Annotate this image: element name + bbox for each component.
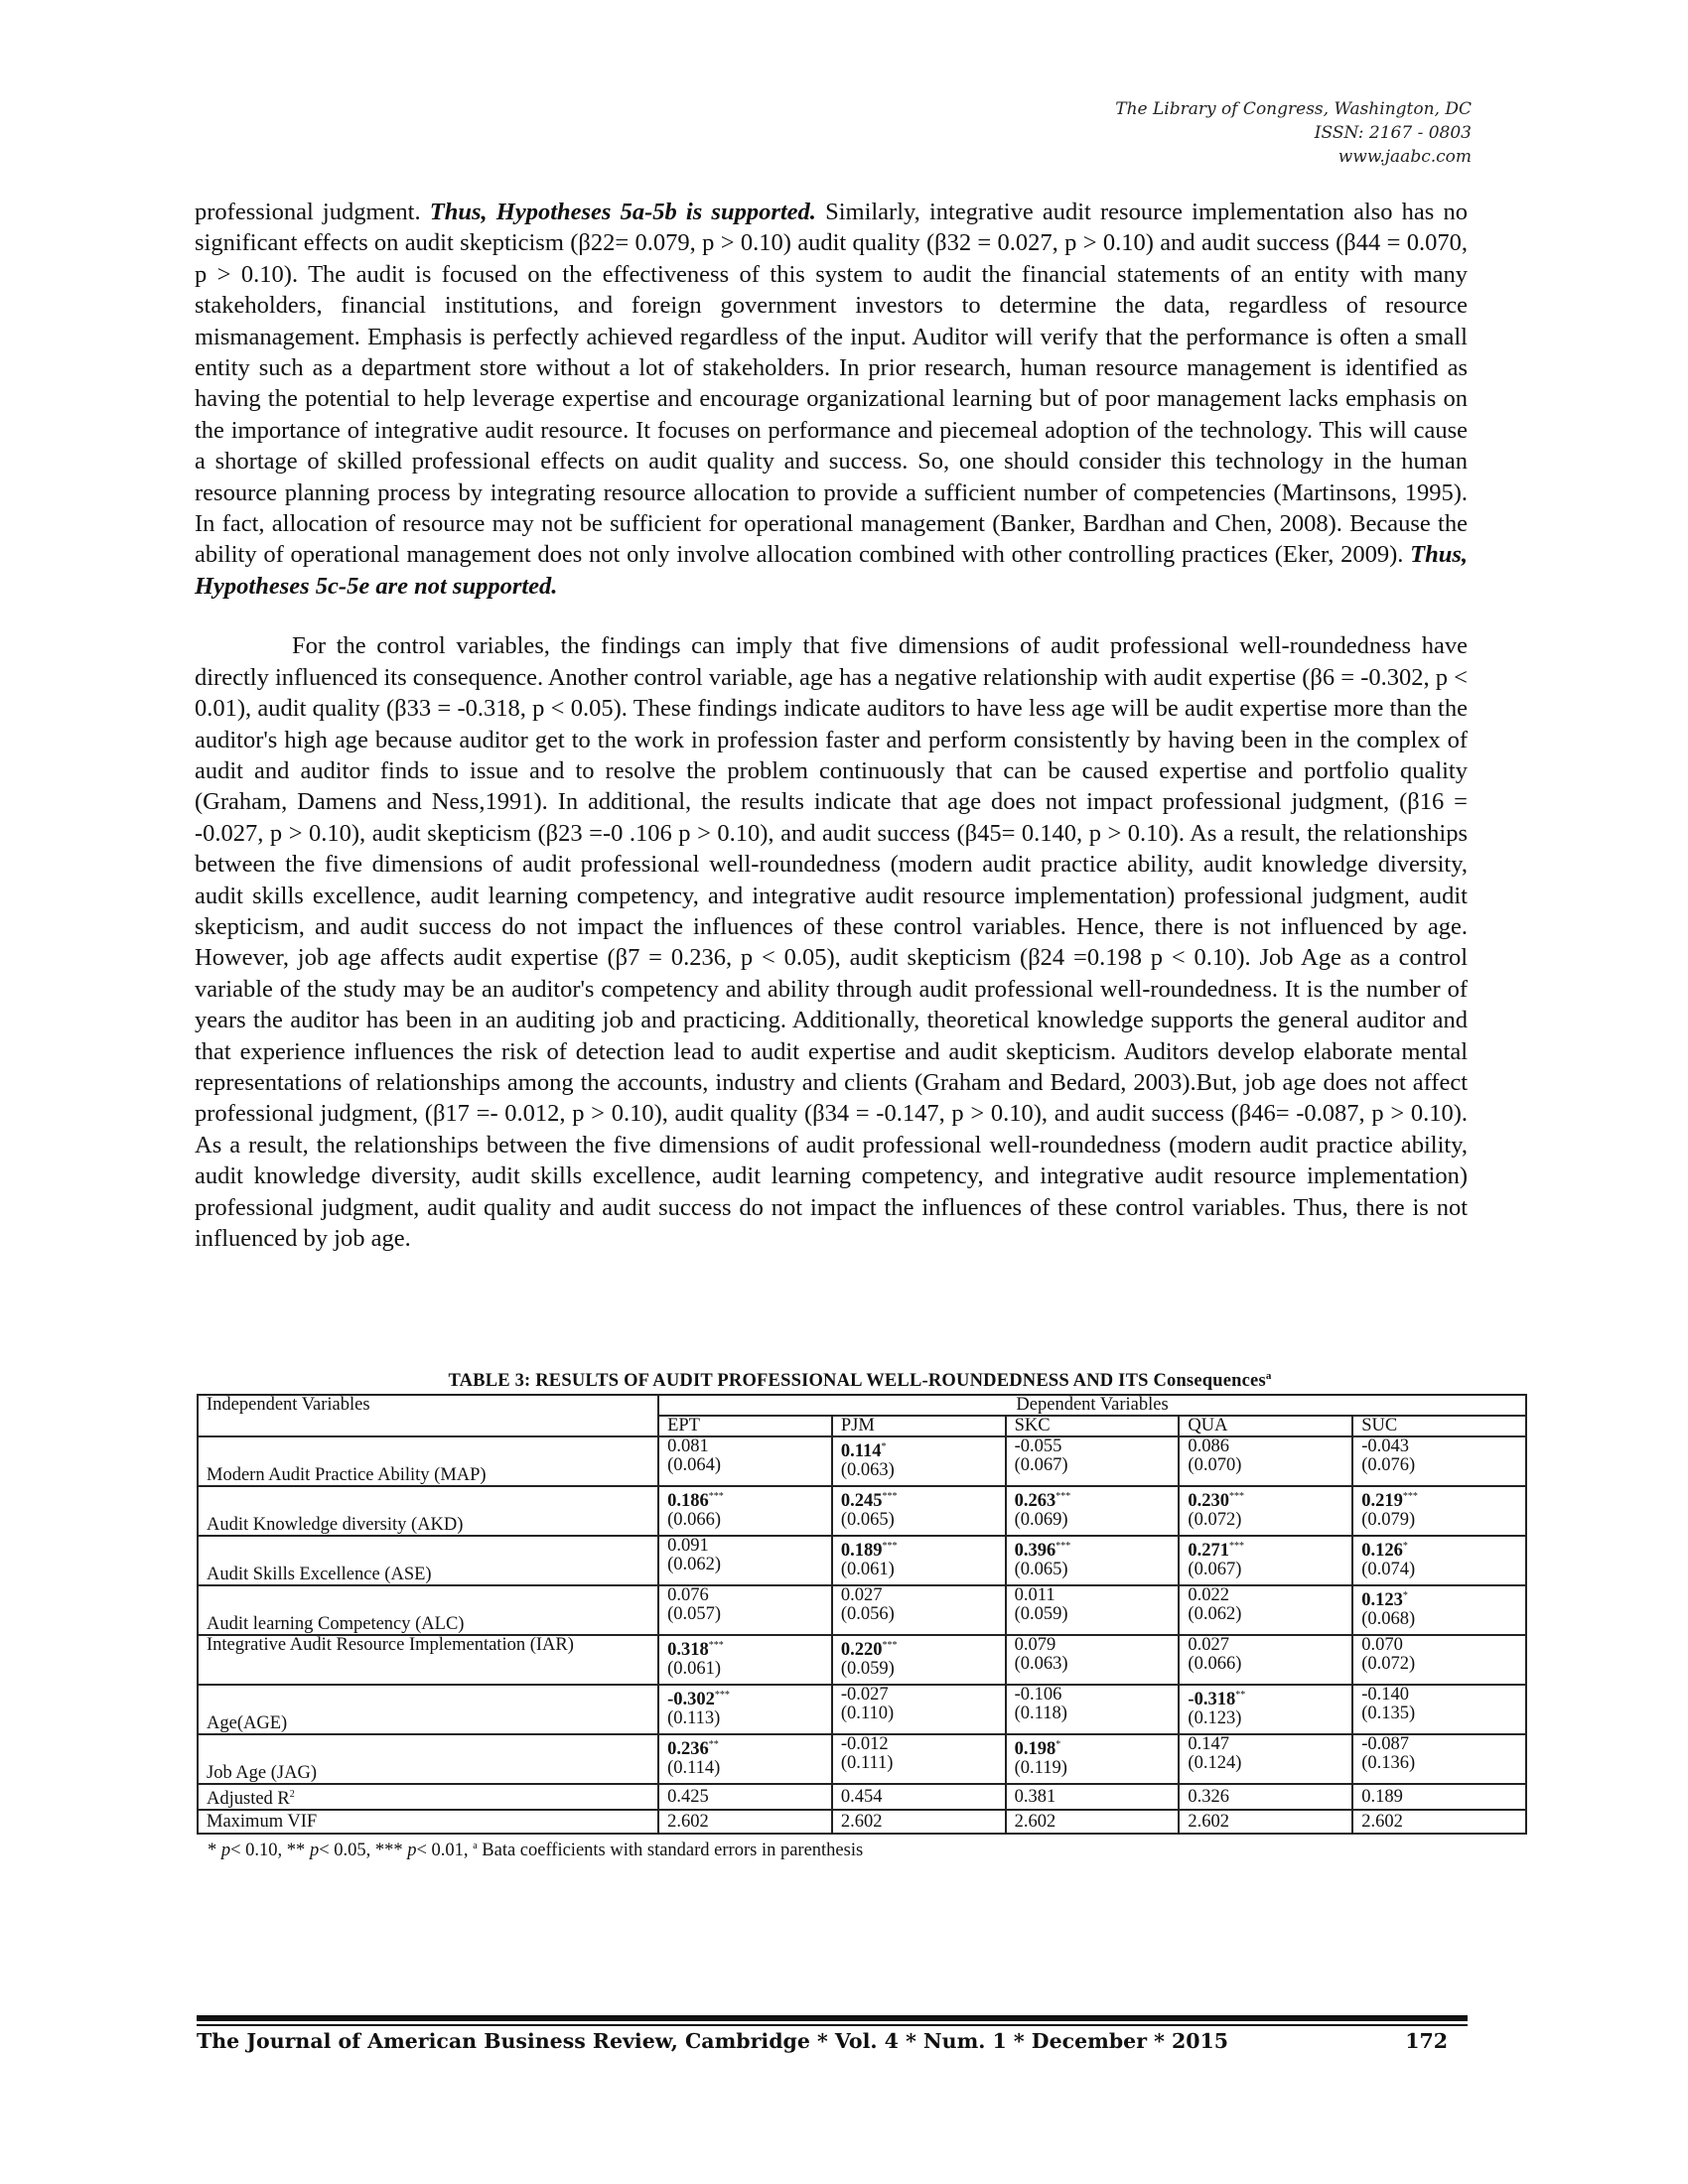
table-row (198, 1486, 1526, 1536)
adjusted-r2-value: 0.425 (658, 1784, 832, 1810)
coefficient-value: 0.027 (1188, 1635, 1230, 1655)
significance-stars: *** (708, 1491, 724, 1502)
coefficient-value: 0.318 (667, 1640, 709, 1661)
coefficient-value: 0.219 (1361, 1491, 1403, 1512)
coefficient-cell (1179, 1436, 1352, 1486)
standard-error: (0.076) (1361, 1455, 1416, 1475)
coefficient-cell (1006, 1436, 1180, 1486)
coefficient-line (1188, 1487, 1343, 1511)
row-label: Job Age (JAG) (198, 1734, 658, 1784)
coefficient-line (1188, 1636, 1343, 1655)
coefficient-value: 0.086 (1188, 1436, 1230, 1456)
row-label: Modern Audit Practice Ability (MAP) (198, 1436, 658, 1486)
standard-error: (0.114) (667, 1758, 721, 1779)
header-url: www.jaabc.com (1337, 147, 1472, 167)
standard-error: (0.062) (667, 1555, 722, 1574)
significance-stars: *** (1229, 1491, 1245, 1502)
coefficient-value: 0.081 (667, 1436, 709, 1456)
coefficient-cell (658, 1734, 832, 1784)
running-header (1115, 97, 1472, 169)
standard-error: (0.072) (1361, 1654, 1416, 1674)
coefficient-line (1188, 1586, 1343, 1605)
table-note-part: p (220, 1841, 231, 1861)
coefficient-line (1015, 1735, 1171, 1759)
footer-rule-thick (197, 2015, 1468, 2021)
table-title (195, 1370, 1525, 1392)
coefficient-value: 0.011 (1014, 1585, 1055, 1605)
coefficient-cell (1352, 1734, 1526, 1784)
standard-error: (0.113) (667, 1708, 721, 1729)
coefficient-cell (1352, 1585, 1526, 1635)
paragraph-1-c: Similarly, integrative audit resource implementation also has no significant effects on audit skepticism (β22= 0.079, p > 0.10) audit quality (β32 = 0.027, p > 0.10) and audit success (β44 = 0.070, p > 0.10). The audit is focused on the effectiveness of this system to audit the financial statements of an entity with many stakeholders, financial institutions, and foreign government investors to determine the data, regardless of resource mismanagement. Emphasis is perfectly achieved regardless of the input. Auditor will verify that the performance is often a small entity such as a department store without a lot of stakeholders. In prior research, human resource management is identified as having the potential to help leverage expertise and encourage organizational learning but of poor management lacks emphasis on the importance of integrative audit resource. It focuses on performance and piecemeal adoption of the technology. This will cause a shortage of skilled professional effects on audit quality and success. So, one should consider this technology in the human resource planning process by integrating resource allocation to provide a sufficient number of competencies (Martinsons, 1995). In fact, allocation of resource may not be sufficient for operational management (Banker, Bardhan and Chen, 2008). Because the ability of operational management does not only involve allocation combined with other controlling practices (Eker, 2009). (195, 199, 1468, 569)
standard-error: (0.068) (1361, 1609, 1416, 1630)
standard-error: (0.063) (1014, 1654, 1068, 1674)
coefficient-cell (832, 1635, 1006, 1685)
table-header-row (198, 1395, 1526, 1416)
coefficient-line (1188, 1537, 1343, 1561)
coefficient-line (841, 1636, 997, 1660)
coefficient-value: -0.043 (1361, 1436, 1409, 1456)
column-header: SUC (1352, 1416, 1526, 1436)
significance-stars: *** (882, 1640, 898, 1651)
standard-error: (0.065) (840, 1510, 895, 1531)
coefficient-line (841, 1586, 997, 1605)
coefficient-value: 0.070 (1361, 1635, 1403, 1655)
coefficient-cell (1179, 1585, 1352, 1635)
column-header: PJM (832, 1416, 1006, 1436)
max-vif-label: Maximum VIF (198, 1810, 658, 1834)
max-vif-value: 2.602 (1179, 1810, 1352, 1834)
coefficient-line (1188, 1735, 1343, 1754)
coefficient-value: 0.091 (667, 1536, 709, 1556)
coefficient-line (1361, 1735, 1517, 1754)
standard-error: (0.063) (840, 1460, 895, 1481)
coefficient-cell (658, 1486, 832, 1536)
standard-error: (0.066) (667, 1510, 722, 1531)
coefficient-cell (1352, 1536, 1526, 1585)
coefficient-value: -0.302 (667, 1690, 715, 1710)
table-row (198, 1436, 1526, 1486)
coefficient-cell (1006, 1635, 1180, 1685)
coefficient-cell (1179, 1734, 1352, 1784)
coefficient-line (667, 1487, 823, 1511)
coefficient-value: 0.147 (1188, 1734, 1230, 1754)
table-note-part: < 0.10, ** (230, 1841, 310, 1861)
coefficient-value: 0.189 (840, 1541, 883, 1562)
max-vif-value: 2.602 (1006, 1810, 1180, 1834)
dependent-variables-header: Dependent Variables (658, 1395, 1526, 1416)
max-vif-row (198, 1810, 1526, 1834)
coefficient-line (841, 1735, 997, 1754)
significance-stars: * (1055, 1739, 1061, 1750)
footer-rule-thin (197, 2024, 1468, 2026)
coefficient-cell (1179, 1635, 1352, 1685)
coefficient-cell (1179, 1536, 1352, 1585)
table-note-part: p (309, 1841, 320, 1861)
coefficient-line (1015, 1686, 1171, 1705)
paragraph-2: For the control variables, the findings can imply that five dimensions of audit professional well-roundedness have directly influenced its consequence. Another control variable, age has a negative relationship with audit expertise (β6 = -0.302, p < 0.01), audit quality (β33 = -0.318, p < 0.05). These findings indicate auditors to have less age will be audit expertise more than the auditor's high age because auditor get to the work in profession faster and perform consistently by having been in the complex of audit and auditor finds to issue and to resolve the problem continuously that can be caused expertise and portfolio quality (Graham, Damens and Ness,1991). In additional, the results indicate that age does not impact professional judgment, (β16 = -0.027, p > 0.10), audit skepticism (β23 =-0 .106 p > 0.10), and audit success (β45= 0.140, p > 0.10). As a result, the relationships between the five dimensions of audit professional well-roundedness (modern audit practice ability, audit knowledge diversity, audit skills excellence, audit learning competency, and integrative audit resource implementation) professional judgment, audit skepticism, and audit success do not impact the influences of these control variables. Hence, there is not influenced by age. However, job age affects audit expertise (β7 = 0.236, p < 0.05), audit skepticism (β24 =0.198 p < 0.10). Job Age as a control variable of the study may be an auditor's competency and ability through audit professional well-roundedness. It is the number of years the auditor has been in an auditing job and practicing. Additionally, theoretical knowledge supports the general auditor and that experience influences the risk of detection lead to audit expertise and audit skepticism. Auditors develop elaborate mental representations of relationships among the accounts, industry and clients (Graham and Bedard, 2003).But, job age does not affect professional judgment, (β17 =- 0.012, p > 0.10), audit quality (β34 = -0.147, p > 0.10), and audit success (β46= -0.087, p > 0.10). As a result, the relationships between the five dimensions of audit professional well-roundedness (modern audit practice ability, audit knowledge diversity, audit skills excellence, audit learning competency, and integrative audit resource implementation) professional judgment, audit quality and audit success do not impact the influences of these control variables. Thus, there is not influenced by job age. (195, 632, 1468, 1252)
results-table (197, 1394, 1527, 1862)
coefficient-value: -0.055 (1014, 1436, 1062, 1456)
coefficient-cell (1352, 1685, 1526, 1734)
independent-variables-header: Independent Variables (198, 1395, 658, 1436)
standard-error: (0.061) (840, 1560, 895, 1580)
standard-error: (0.123) (1188, 1708, 1242, 1729)
coefficient-cell (658, 1635, 832, 1685)
coefficient-cell (1006, 1734, 1180, 1784)
table-note-part: p (407, 1841, 417, 1861)
significance-stars: *** (1402, 1491, 1418, 1502)
adjusted-r2-sup: 2 (289, 1789, 295, 1800)
coefficient-value: 0.245 (840, 1491, 883, 1512)
adjusted-r2-value: 0.189 (1352, 1784, 1526, 1810)
coefficient-cell (832, 1536, 1006, 1585)
table-note-row (198, 1834, 1526, 1862)
column-header: SKC (1006, 1416, 1180, 1436)
coefficient-cell (832, 1436, 1006, 1486)
adjusted-r2-value: 0.326 (1179, 1784, 1352, 1810)
coefficient-line (1015, 1487, 1171, 1511)
coefficient-line (667, 1586, 823, 1605)
standard-error: (0.065) (1014, 1560, 1068, 1580)
coefficient-line (1015, 1537, 1171, 1561)
significance-stars: *** (882, 1491, 898, 1502)
coefficient-value: 0.076 (667, 1585, 709, 1605)
coefficient-value: 0.123 (1361, 1590, 1403, 1611)
table-row (198, 1685, 1526, 1734)
coefficient-line (667, 1686, 823, 1709)
coefficient-value: 0.079 (1014, 1635, 1056, 1655)
max-vif-value: 2.602 (832, 1810, 1006, 1834)
standard-error: (0.062) (1188, 1604, 1242, 1624)
significance-stars: *** (882, 1541, 898, 1552)
coefficient-line (841, 1686, 997, 1705)
standard-error: (0.070) (1188, 1455, 1242, 1475)
coefficient-line (841, 1487, 997, 1511)
significance-stars: * (1402, 1590, 1408, 1601)
coefficient-cell (1179, 1685, 1352, 1734)
table-note-part: < 0.05, *** (319, 1841, 408, 1861)
standard-error: (0.118) (1014, 1704, 1067, 1723)
standard-error: (0.111) (840, 1753, 894, 1773)
coefficient-line (1361, 1437, 1517, 1456)
standard-error: (0.067) (1188, 1560, 1242, 1580)
coefficient-value: 0.186 (667, 1491, 709, 1512)
hypothesis-not-supported: Thus, Hypotheses 5c-5e are not supported. (195, 541, 1468, 600)
coefficient-value: 0.022 (1188, 1585, 1230, 1605)
table-note-part: Bata coefficients with standard errors in parenthesis (477, 1841, 864, 1861)
significance-stars: *** (1229, 1541, 1245, 1552)
significance-stars: *** (714, 1690, 730, 1701)
coefficient-line (841, 1537, 997, 1561)
coefficient-value: -0.106 (1014, 1685, 1062, 1705)
paragraph-1-a: professional judgment. (195, 199, 430, 225)
standard-error: (0.057) (667, 1604, 722, 1624)
column-header: QUA (1179, 1416, 1352, 1436)
coefficient-line (1361, 1487, 1517, 1511)
coefficient-line (667, 1735, 823, 1759)
table-note-part: < 0.01, (416, 1841, 474, 1861)
coefficient-cell (658, 1536, 832, 1585)
coefficient-value: -0.012 (840, 1734, 889, 1754)
table-row (198, 1585, 1526, 1635)
row-label: Audit Skills Excellence (ASE) (198, 1536, 658, 1585)
coefficient-cell (1352, 1436, 1526, 1486)
coefficient-line (1361, 1586, 1517, 1610)
header-issn: ISSN: 2167 - 0803 (1314, 123, 1472, 143)
standard-error: (0.124) (1188, 1753, 1242, 1773)
standard-error: (0.067) (1014, 1455, 1068, 1475)
coefficient-cell (832, 1585, 1006, 1635)
standard-error: (0.059) (1014, 1604, 1068, 1624)
coefficient-cell (1006, 1536, 1180, 1585)
coefficient-value: 0.271 (1188, 1541, 1230, 1562)
coefficient-cell (1006, 1585, 1180, 1635)
coefficient-value: 0.396 (1014, 1541, 1056, 1562)
significance-stars: *** (1055, 1541, 1071, 1552)
paragraph-1 (195, 197, 1468, 602)
coefficient-line (1361, 1686, 1517, 1705)
results-table-body (198, 1395, 1526, 1862)
significance-stars: * (1402, 1541, 1408, 1552)
table-title-sup: a (1265, 1370, 1272, 1382)
standard-error: (0.110) (840, 1704, 895, 1723)
significance-stars: *** (1055, 1491, 1071, 1502)
footer-journal: The Journal of American Business Review, Cambridge * Vol. 4 * Num. 1 * December * 2015 (197, 2029, 1229, 2053)
coefficient-cell (1352, 1635, 1526, 1685)
coefficient-value: 0.263 (1014, 1491, 1056, 1512)
coefficient-cell (1179, 1486, 1352, 1536)
adjusted-r2-row (198, 1784, 1526, 1810)
table-row (198, 1635, 1526, 1685)
row-label: Audit learning Competency (ALC) (198, 1585, 658, 1635)
header-library: The Library of Congress, Washington, DC (1115, 99, 1472, 119)
significance-stars: ** (1235, 1690, 1246, 1701)
standard-error: (0.056) (840, 1604, 895, 1624)
adjusted-r2-value: 0.454 (832, 1784, 1006, 1810)
standard-error: (0.119) (1014, 1758, 1067, 1779)
adjusted-r2-label-text: Adjusted R (207, 1789, 290, 1810)
coefficient-value: -0.087 (1361, 1734, 1409, 1754)
standard-error: (0.074) (1361, 1560, 1416, 1580)
coefficient-cell (658, 1585, 832, 1635)
coefficient-value: 0.027 (840, 1585, 883, 1605)
max-vif-value: 2.602 (658, 1810, 832, 1834)
max-vif-value: 2.602 (1352, 1810, 1526, 1834)
coefficient-line (667, 1437, 823, 1456)
row-label: Integrative Audit Resource Implementation (IAR) (198, 1635, 658, 1685)
adjusted-r2-label (198, 1784, 658, 1810)
table-note-spacer (1352, 1834, 1526, 1862)
standard-error: (0.059) (840, 1659, 895, 1680)
coefficient-value: 0.230 (1188, 1491, 1230, 1512)
coefficient-value: 0.220 (840, 1640, 883, 1661)
significance-stars: ** (708, 1739, 719, 1750)
body-text (195, 197, 1468, 1283)
coefficient-line (1015, 1586, 1171, 1605)
coefficient-cell (1006, 1685, 1180, 1734)
coefficient-line (667, 1537, 823, 1556)
significance-stars: * (881, 1441, 887, 1452)
coefficient-value: 0.126 (1361, 1541, 1403, 1562)
table-row (198, 1536, 1526, 1585)
significance-stars: *** (708, 1640, 724, 1651)
coefficient-line (1015, 1636, 1171, 1655)
standard-error: (0.079) (1361, 1510, 1416, 1531)
standard-error: (0.061) (667, 1659, 722, 1680)
coefficient-line (1361, 1636, 1517, 1655)
table-note-part: * (208, 1841, 221, 1861)
coefficient-line (1015, 1437, 1171, 1456)
coefficient-cell (832, 1685, 1006, 1734)
coefficient-value: -0.140 (1361, 1685, 1409, 1705)
standard-error: (0.135) (1361, 1704, 1416, 1723)
row-label: Age(AGE) (198, 1685, 658, 1734)
standard-error: (0.066) (1188, 1654, 1242, 1674)
coefficient-cell (658, 1436, 832, 1486)
coefficient-value: 0.114 (840, 1441, 882, 1462)
coefficient-cell (658, 1685, 832, 1734)
coefficient-cell (1352, 1486, 1526, 1536)
column-header: EPT (658, 1416, 832, 1436)
page-number: 172 (1405, 2029, 1448, 2053)
coefficient-value: 0.198 (1014, 1739, 1056, 1760)
coefficient-cell (1006, 1486, 1180, 1536)
coefficient-line (667, 1636, 823, 1660)
table-note (198, 1834, 1352, 1862)
table-row (198, 1734, 1526, 1784)
coefficient-line (1361, 1537, 1517, 1561)
standard-error: (0.069) (1014, 1510, 1068, 1531)
coefficient-value: 0.236 (667, 1739, 709, 1760)
table-note-part: a (473, 1841, 478, 1852)
standard-error: (0.136) (1361, 1753, 1416, 1773)
coefficient-line (841, 1437, 997, 1461)
coefficient-cell (832, 1734, 1006, 1784)
table-title-text: TABLE 3: RESULTS OF AUDIT PROFESSIONAL WELL-ROUNDEDNESS AND ITS Consequences (448, 1371, 1266, 1392)
row-label: Audit Knowledge diversity (AKD) (198, 1486, 658, 1536)
adjusted-r2-value: 0.381 (1006, 1784, 1180, 1810)
coefficient-value: -0.027 (840, 1685, 889, 1705)
standard-error: (0.072) (1188, 1510, 1242, 1531)
coefficient-line (1188, 1686, 1343, 1709)
coefficient-cell (832, 1486, 1006, 1536)
coefficient-line (1188, 1437, 1343, 1456)
hypothesis-supported: Thus, Hypotheses 5a-5b is supported. (429, 199, 816, 225)
coefficient-value: -0.318 (1188, 1690, 1236, 1710)
standard-error: (0.064) (667, 1455, 722, 1475)
